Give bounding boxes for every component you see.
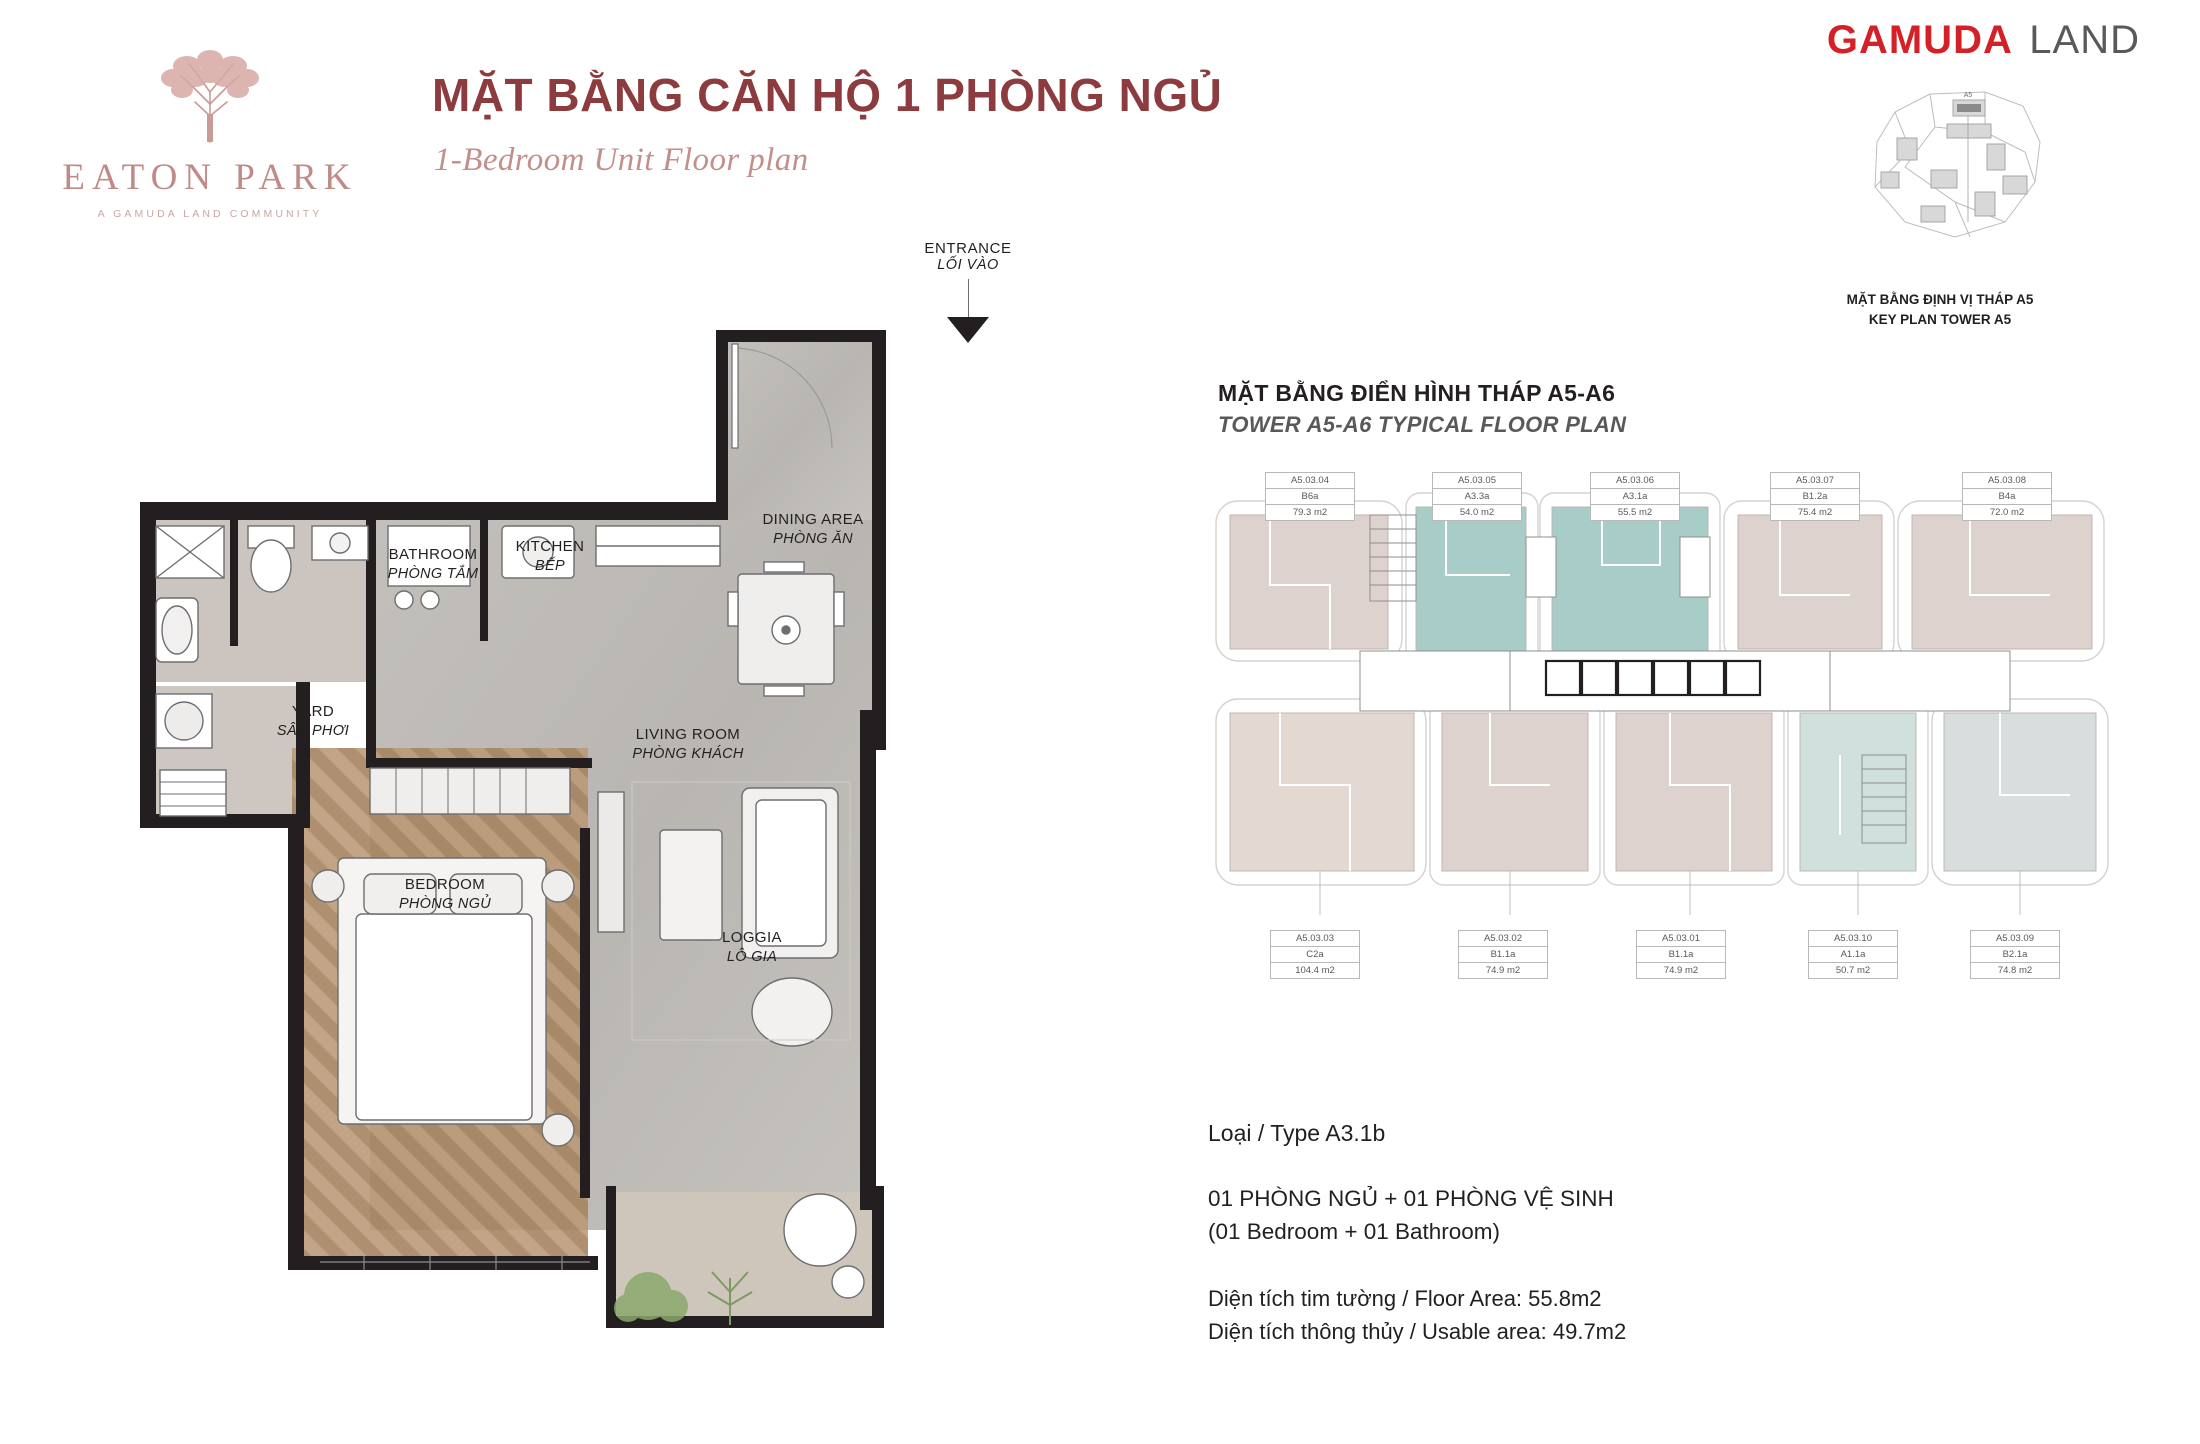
unit-type: B2.1a <box>1970 946 2060 962</box>
key-plan-caption-vi: MẶT BẰNG ĐỊNH VỊ THÁP A5 <box>1846 292 2034 307</box>
unit-code: A5.03.07 <box>1770 472 1860 488</box>
svg-text:A5: A5 <box>1963 92 1973 99</box>
page-title-vi: MẶT BẰNG CĂN HỘ 1 PHÒNG NGỦ <box>432 69 1223 121</box>
unit-area: 74.9 m2 <box>1636 962 1726 979</box>
entrance-label-vi: LỐI VÀO <box>937 257 999 273</box>
tower-plan-title-vi: MẶT BẰNG ĐIỂN HÌNH THÁP A5-A6 <box>1218 380 1616 406</box>
spec-floor-area: Diện tích tim tường / Floor Area: 55.8m2 <box>1208 1286 1602 1312</box>
entrance-label-en: ENTRANCE <box>924 240 1012 257</box>
entrance-marker <box>888 240 1048 343</box>
tower-typical-floor-plan <box>1210 455 2130 985</box>
room-label-yard-en: YARD <box>291 703 335 720</box>
unit-area: 75.4 m2 <box>1770 504 1860 521</box>
unit-type: B1.2a <box>1770 488 1860 504</box>
unit-type: B4a <box>1962 488 2052 504</box>
unit-area: 74.8 m2 <box>1970 962 2060 979</box>
brand-tagline: A GAMUDA LAND COMMUNITY <box>97 208 323 220</box>
room-label-loggia-en: LOGGIA <box>722 929 782 946</box>
key-plan-diagram <box>1835 72 2105 262</box>
room-label-living-en: LIVING ROOM <box>635 726 741 743</box>
room-label-bedroom-vi: PHÒNG NGỦ <box>398 896 492 913</box>
unit-callout <box>1970 930 2060 979</box>
unit-code: A5.03.05 <box>1432 472 1522 488</box>
unit-area: 74.9 m2 <box>1458 962 1548 979</box>
unit-callout <box>1962 472 2052 521</box>
room-label-living-vi: PHÒNG KHÁCH <box>632 746 744 763</box>
unit-callout <box>1265 472 1355 521</box>
unit-type: B1.1a <box>1636 946 1726 962</box>
entrance-leader-line <box>968 279 969 317</box>
unit-code: A5.03.04 <box>1265 472 1355 488</box>
brand-logo <box>60 30 360 220</box>
unit-code: A5.03.02 <box>1458 930 1548 946</box>
unit-code: A5.03.10 <box>1808 930 1898 946</box>
key-plan-caption <box>1790 290 2090 329</box>
unit-area: 79.3 m2 <box>1265 504 1355 521</box>
room-label-loggia-vi: LÔ GIA <box>726 949 778 966</box>
room-label-dining-vi: PHÒNG ĂN <box>773 531 853 548</box>
unit-code: A5.03.03 <box>1270 930 1360 946</box>
unit-area: 50.7 m2 <box>1808 962 1898 979</box>
unit-type: A3.3a <box>1432 488 1522 504</box>
unit-type: C2a <box>1270 946 1360 962</box>
unit-type: B6a <box>1265 488 1355 504</box>
brand-name: EATON PARK <box>62 157 358 198</box>
developer-name-bold: GAMUDA <box>1826 18 2013 62</box>
unit-callout <box>1458 930 1548 979</box>
unit-callout <box>1270 930 1360 979</box>
unit-code: A5.03.08 <box>1962 472 2052 488</box>
spec-usable-area: Diện tích thông thủy / Usable area: 49.7m2 <box>1208 1319 1627 1345</box>
unit-type: A1.1a <box>1808 946 1898 962</box>
room-label-kitchen-vi: BẾP <box>535 558 565 575</box>
unit-callout <box>1808 930 1898 979</box>
unit-callout <box>1432 472 1522 521</box>
spec-type: Loại / Type A3.1b <box>1208 1120 1386 1146</box>
tower-plan-title <box>1218 380 1626 438</box>
unit-callout <box>1636 930 1726 979</box>
unit-type: B1.1a <box>1458 946 1548 962</box>
unit-callout <box>1770 472 1860 521</box>
tower-plan-title-en: TOWER A5-A6 TYPICAL FLOOR PLAN <box>1218 412 1627 437</box>
room-label-bathroom-vi: PHÒNG TẮM <box>387 566 479 583</box>
unit-code: A5.03.09 <box>1970 930 2060 946</box>
developer-logo <box>1827 18 2140 63</box>
room-label-bathroom-en: BATHROOM <box>388 546 478 563</box>
unit-area: 54.0 m2 <box>1432 504 1522 521</box>
spec-rooms-vi: 01 PHÒNG NGỦ + 01 PHÒNG VỆ SINH <box>1208 1186 1614 1211</box>
page-title-en: 1-Bedroom Unit Floor plan <box>434 142 809 178</box>
developer-name-light: LAND <box>2029 18 2140 62</box>
room-label-yard-vi: SÂN PHƠI <box>276 723 350 740</box>
unit-callout <box>1590 472 1680 521</box>
room-label-bedroom-en: BEDROOM <box>404 876 486 893</box>
unit-area: 104.4 m2 <box>1270 962 1360 979</box>
unit-area: 72.0 m2 <box>1962 504 2052 521</box>
unit-code: A5.03.06 <box>1590 472 1680 488</box>
unit-area: 55.5 m2 <box>1590 504 1680 521</box>
spec-rooms-en: (01 Bedroom + 01 Bathroom) <box>1208 1218 1501 1244</box>
unit-specifications <box>1208 1120 2108 1348</box>
tree-icon <box>135 30 285 150</box>
room-label-dining-en: DINING AREA <box>762 511 864 528</box>
room-label-kitchen-en: KITCHEN <box>515 538 585 555</box>
unit-type: A3.1a <box>1590 488 1680 504</box>
key-plan-caption-en: KEY PLAN TOWER A5 <box>1868 311 2012 327</box>
unit-code: A5.03.01 <box>1636 930 1726 946</box>
unit-floor-plan <box>120 330 1060 1390</box>
